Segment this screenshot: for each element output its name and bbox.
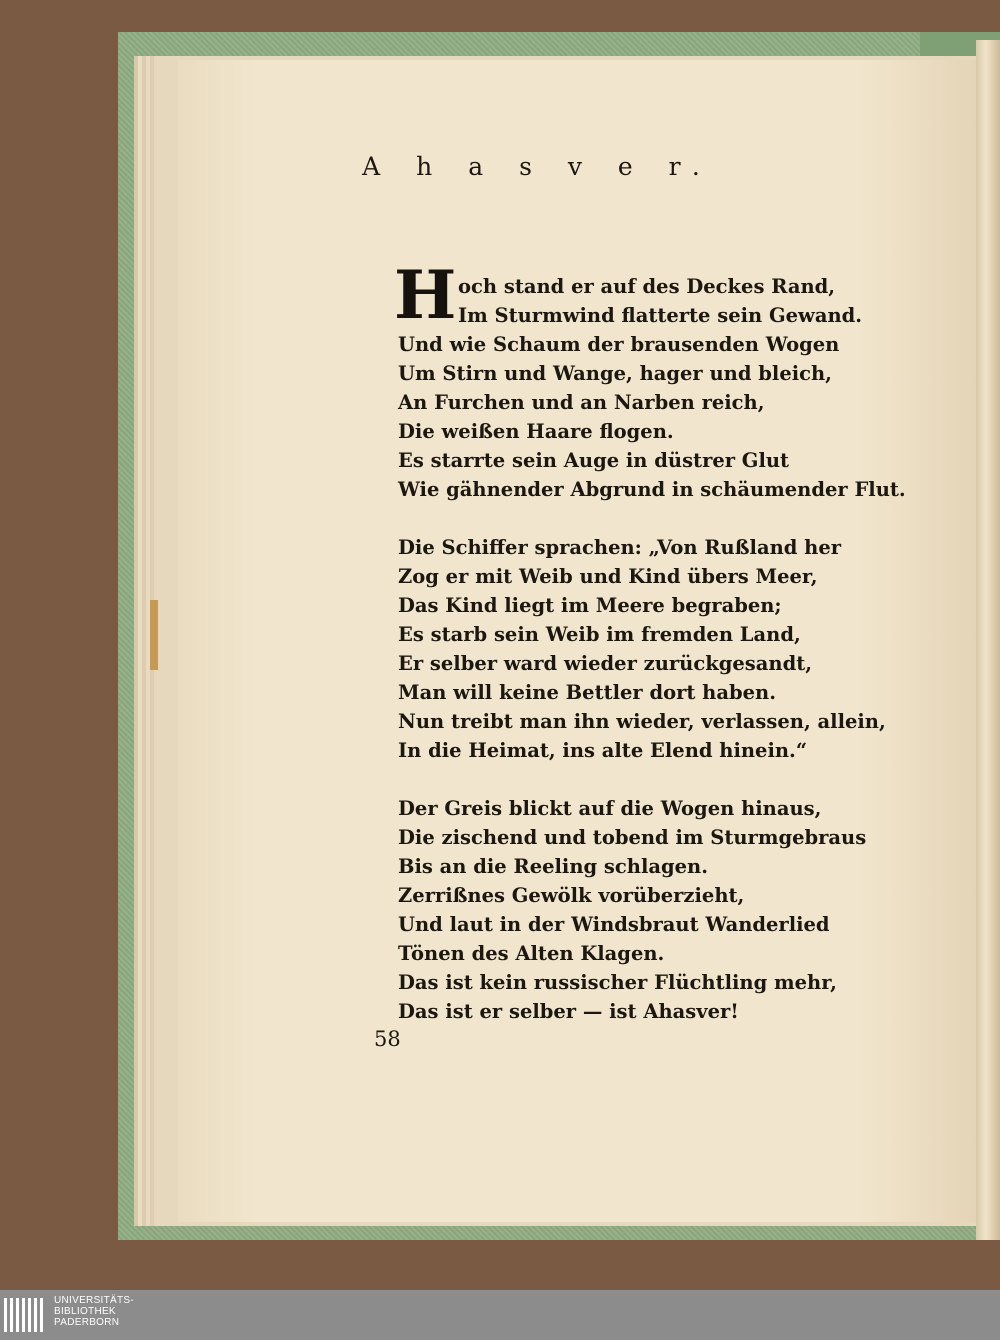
library-logo-icon — [4, 1298, 46, 1332]
stanza-gap — [398, 765, 898, 794]
poem-line: Die Schiffer sprachen: „Von Rußland her — [398, 536, 842, 559]
poem-line: In die Heimat, ins alte Elend hinein.“ — [398, 739, 808, 762]
poem-line: Im Sturmwind flatterte sein Gewand. — [458, 304, 863, 327]
poem-line: Die weißen Haare flogen. — [398, 420, 674, 443]
library-name-line: BIBLIOTHEK — [54, 1306, 116, 1317]
poem-line: Zog er mit Weib und Kind übers Meer, — [398, 565, 818, 588]
poem-line: Um Stirn und Wange, hager und bleich, — [398, 362, 832, 385]
poem-line: Nun treibt man ihn wieder, verlassen, allein, — [398, 710, 886, 733]
library-name-line: UNIVERSITÄTS- — [54, 1295, 135, 1306]
poem-line: Man will keine Bettler dort haben. — [398, 681, 776, 704]
stanza-2 — [398, 533, 898, 765]
poem-line: Zerrißnes Gewölk vorüberzieht, — [398, 884, 745, 907]
page-number: 58 — [374, 1027, 401, 1051]
drop-cap: H — [394, 256, 457, 334]
library-footer-bar — [0, 1290, 1000, 1340]
stanza-gap — [398, 504, 898, 533]
poem-line: Er selber ward wieder zurückgesandt, — [398, 652, 812, 675]
facing-page-edge — [976, 40, 1000, 1240]
poem-line: Es starb sein Weib im fremden Land, — [398, 623, 801, 646]
poem-line: Das ist er selber — ist Ahasver! — [398, 1000, 739, 1023]
poem-line: och stand er auf des Deckes Rand, — [458, 275, 836, 298]
stanza-3 — [398, 794, 898, 1026]
poem-line: Die zischend und tobend im Sturmgebraus — [398, 826, 867, 849]
poem-line: Das Kind liegt im Meere begraben; — [398, 594, 782, 617]
poem-line: Bis an die Reeling schlagen. — [398, 855, 709, 878]
poem-line: Das ist kein russischer Flüchtling mehr, — [398, 971, 837, 994]
poem-line: Und wie Schaum der brausenden Wogen — [398, 333, 840, 356]
page-edge-marker — [150, 600, 158, 670]
library-name-line: PADERBORN — [54, 1317, 120, 1328]
poem-line: Tönen des Alten Klagen. — [398, 942, 665, 965]
poem-line: Und laut in der Windsbraut Wanderlied — [398, 913, 830, 936]
poem-line: Wie gähnender Abgrund in schäumender Flut. — [398, 478, 906, 501]
poem-line: An Furchen und an Narben reich, — [398, 391, 765, 414]
poem-title: A h a s v e r. — [362, 152, 714, 181]
poem-body — [394, 256, 906, 1026]
poem-line: Es starrte sein Auge in düstrer Glut — [398, 449, 790, 472]
poem-line: Der Greis blickt auf die Wogen hinaus, — [398, 797, 822, 820]
library-name — [54, 1295, 134, 1328]
stanza-1 — [398, 272, 906, 504]
